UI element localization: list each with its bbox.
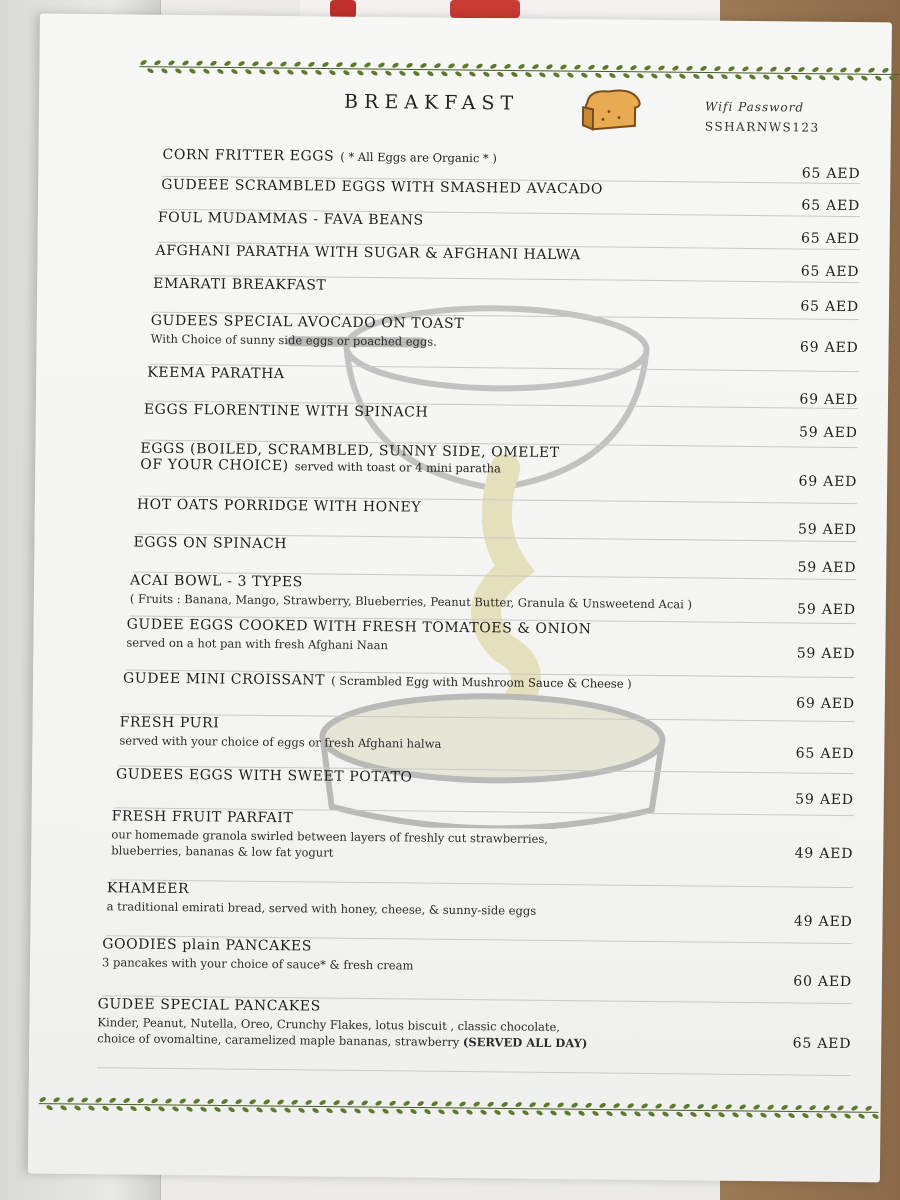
menu-item-description: ( Fruits : Banana, Mango, Strawberry, Blueberries, Peanut Butter, Granula & Unsweetend Acai )	[129, 591, 693, 612]
menu-item-price: 65 AED	[795, 745, 855, 763]
menu-item-name: GOODIES plain PANCAKES	[102, 936, 313, 955]
menu-item-price: 65 AED	[800, 263, 860, 281]
menu-item-description: 3 pancakes with your choice of sauce* & fresh cream	[102, 955, 414, 973]
menu-item-name: FOUL MUDAMMAS - FAVA BEANS	[157, 209, 424, 229]
menu-item	[126, 616, 856, 678]
menu-item-price: 59 AED	[797, 559, 857, 577]
menu-item-description: With Choice of sunny side eggs or poached eggs.	[150, 331, 437, 349]
menu-item-description: Kinder, Peanut, Nutella, Oreo, Crunchy Flakes, lotus biscuit , classic chocolate,	[97, 1015, 561, 1035]
menu-title: BREAKFAST	[344, 90, 520, 115]
menu-item-price: 65 AED	[792, 1035, 852, 1053]
menu-item-note: served with toast or 4 mini paratha	[294, 459, 501, 476]
menu-item-name: GUDEEE SCRAMBLED EGGS WITH SMASHED AVACADO	[161, 176, 604, 198]
menu-item-name: ACAI BOWL - 3 TYPES	[130, 572, 303, 591]
menu-item-description: our homemade granola swirled between layers of freshly cut strawberries,	[111, 827, 549, 846]
menu-item-name: CORN FRITTER EGGS ( * All Eggs are Organic * )	[162, 146, 497, 166]
menu-item-name: GUDEES EGGS WITH SWEET POTATO	[115, 766, 413, 786]
menu-item-description: served on a hot pan with fresh Afghani Naan	[126, 635, 389, 653]
menu-item-name: GUDEE SPECIAL PANCAKES	[97, 996, 321, 1015]
menu-item-name: GUDEE MINI CROISSANT ( Scrambled Egg with Mushroom Sauce & Cheese )	[122, 670, 632, 691]
wifi-label: Wifi Password	[705, 99, 805, 115]
menu-item-name: EMARATI BREAKFAST	[153, 275, 327, 294]
menu-item	[150, 313, 859, 372]
menu-item	[106, 880, 853, 944]
menu-item-name: EGGS FLORENTINE WITH SPINACH	[143, 401, 429, 421]
menu-item-price: 59 AED	[796, 645, 856, 663]
menu-item-price: 49 AED	[794, 845, 854, 863]
menu-item-note: ( * All Eggs are Organic * )	[340, 149, 497, 166]
menu-item-name: EGGS ON SPINACH	[133, 534, 288, 553]
menu-item-note: ( Scrambled Egg with Mushroom Sauce & Cheese )	[331, 673, 632, 691]
wifi-password: SSHARNWS123	[704, 119, 820, 135]
menu-item-price: 49 AED	[793, 913, 853, 931]
menu-item-name: FRESH PURI	[119, 714, 220, 732]
menu-item-name: KEEMA PARATHA	[147, 364, 285, 383]
menu-item-price: 59 AED	[797, 601, 856, 619]
menu-item-description-cont: blueberries, bananas & low fat yogurt	[111, 843, 334, 860]
menu-item-name-cont: OF YOUR CHOICE)	[140, 456, 289, 475]
menu-item-name: AFGHANI PARATHA WITH SUGAR & AFGHANI HALWA	[155, 242, 581, 264]
menu-item-name: HOT OATS PORRIDGE WITH HONEY	[136, 496, 422, 516]
menu-item	[130, 573, 856, 625]
menu-item-price: 65 AED	[801, 197, 861, 215]
menu-item-price: 59 AED	[798, 424, 858, 442]
menu-item	[102, 936, 853, 1004]
menu-item	[140, 441, 858, 505]
menu-item-price: 65 AED	[801, 230, 860, 248]
menu-item-price: 65 AED	[801, 165, 861, 183]
menu-item-price: 69 AED	[798, 473, 858, 491]
menu-item	[119, 714, 855, 774]
menu-item-description: served with your choice of eggs or fresh Afghani halwa	[119, 733, 442, 751]
menu-item-name: FRESH FRUIT PARFAIT	[111, 808, 294, 827]
menu-item-name: GUDEES SPECIAL AVOCADO ON TOAST	[150, 312, 465, 332]
menu-item	[111, 808, 854, 888]
menu-page	[28, 14, 892, 1183]
menu-item-price: 65 AED	[800, 298, 860, 316]
served-all-day-note: (SERVED ALL DAY)	[462, 1035, 588, 1051]
menu-item	[123, 670, 855, 722]
menu-item-description: a traditional emirati bread, served with honey, cheese, & sunny-side eggs	[106, 899, 537, 918]
menu-item-list	[28, 14, 892, 1183]
menu-item-price: 69 AED	[799, 391, 859, 409]
menu-item-name: EGGS (BOILED, SCRAMBLED, SUNNY SIDE, OMELET	[140, 440, 560, 462]
menu-item-price: 69 AED	[799, 339, 859, 357]
menu-item-price: 59 AED	[797, 521, 857, 539]
menu-item	[97, 996, 852, 1076]
menu-item-name: GUDEE EGGS COOKED WITH FRESH TOMATOES & ONION	[126, 616, 592, 638]
menu-item-price: 59 AED	[795, 791, 854, 809]
menu-item-price: 60 AED	[793, 973, 853, 991]
menu-item-description-cont: choice of ovomaltine, caramelized maple bananas, strawberry	[97, 1031, 460, 1049]
menu-item-price: 69 AED	[796, 695, 855, 713]
menu-item-name: KHAMEER	[106, 880, 190, 898]
